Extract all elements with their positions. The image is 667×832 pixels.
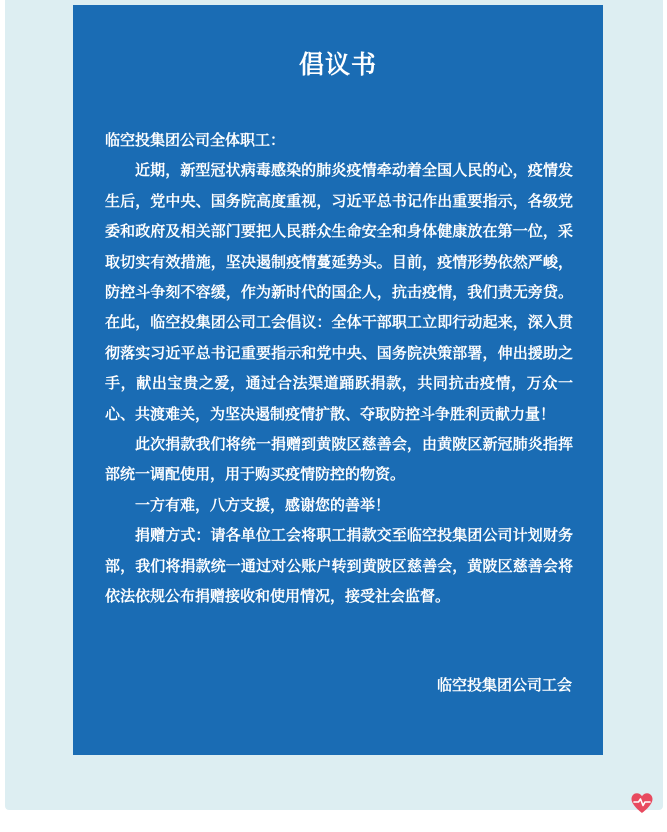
letter-title: 倡议书: [298, 50, 377, 79]
heart-pulse-icon[interactable]: [630, 792, 654, 814]
letter-paragraph: 近期，新型冠状病毒感染的肺炎疫情牵动着全国人民的心，疫情发生后，党中央、国务院高度重视，习近平总书记作出重要指示，各级党委和政府及相关部门要把人民群众生命安全和身体健康放在第一位，采取切实有效措施，坚决遏制疫情蔓延势头。目前，疫情形势依然严峻，防控斗争刻不容缓，作为新时代的国企人，抗击疫情，我们责无旁贷。在此，临空投集团公司工会倡议：全体干部职工立即行动起来，深入贯彻落实习近平总书记重要指示和党中央、国务院决策部署，伸出援助之手，献出宝贵之爱，通过合法渠道踊跃捐款，共同抗击疫情，万众一心、共渡难关，为坚决遏制疫情扩散、夺取防控斗争胜利贡献力量！: [105, 161, 573, 423]
letter-paragraph: 捐赠方式：请各单位工会将职工捐款交至临空投集团公司计划财务部，我们将捐款统一通过对公账户转到黄陂区慈善会，黄陂区慈善会将依法依规公布捐赠接收和使用情况，接受社会监督。: [105, 526, 573, 606]
letter-body: [105, 125, 573, 612]
page-background: [5, 0, 663, 810]
letter-paragraph: 一方有难，八方支援，感谢您的善举！: [135, 495, 391, 514]
proposal-letter: [73, 5, 603, 755]
letter-salutation: 临空投集团公司全体职工：: [105, 131, 286, 149]
letter-paragraph: 此次捐款我们将统一捐赠到黄陂区慈善会，由黄陂区新冠肺炎指挥部统一调配使用，用于购买疫情防控的物资。: [105, 435, 573, 484]
letter-signature: 临空投集团公司工会: [436, 676, 572, 694]
